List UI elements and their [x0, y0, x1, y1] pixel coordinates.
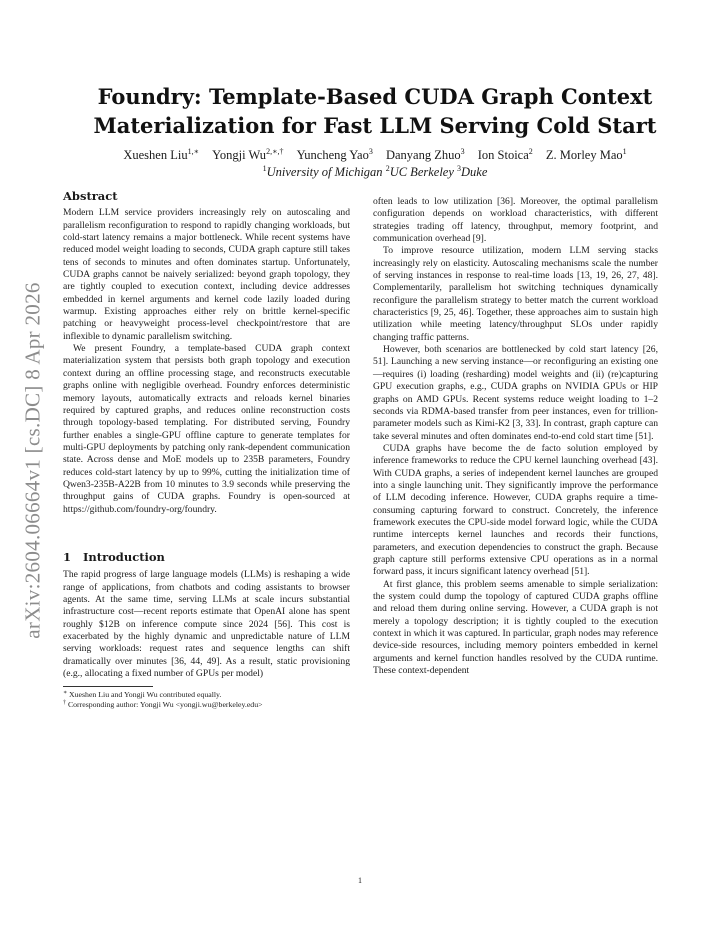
body-paragraph: At first glance, this problem seems amenable to simple serialization: the system could dump the topology of captured CUDA graphs offline and reload them during online serving. However, a CUDA graph is not merely a topology description; it is tightly coupled to the execution context in which it was captured. In particular, graph nodes may reference device-side resources, including memory pointers embedded in kernel arguments and kernel function handles resolved by the CUDA runtime. These context-dependent	[373, 578, 658, 677]
abstract-heading: Abstract	[63, 189, 118, 203]
title-line-1: Foundry: Template-Based CUDA Graph Context	[97, 84, 653, 109]
body-paragraph: often leads to low utilization [36]. Moreover, the optimal parallelism configuration depends on workload characteristics, with different strategies trading off latency, throughput, memory footprint, and communication overhead [9].	[373, 196, 658, 245]
paper-title	[60, 82, 690, 140]
footnote: † Corresponding author: Yongji Wu <yongji.wu@berkeley.edu>	[63, 700, 263, 710]
body-paragraph: However, both scenarios are bottlenecked by cold start latency [26, 51]. Launching a new serving instance—or reconfiguring an existing one—requires (i) loading (resharding) model weights and (ii) (re)capturing GPU execution graphs, e.g., CUDA graphs on NVIDIA GPUs or HIP graphs on AMD GPUs. Recent systems reduce weight loading to 1–2 seconds via RDMA-based transfer from peer instances, even for trillion-parameter models such as Kimi-K2 [3, 33]. In contrast, graph capture can take several minutes and often dominates end-to-end cold start time [51].	[373, 344, 658, 442]
author: Ion Stoica$^2$	[477, 147, 533, 162]
arxiv-identifier: arXiv:2604.06664v1 [cs.DC] 8 Apr 2026	[20, 281, 45, 639]
body-paragraph: CUDA graphs have become the de facto solution employed by inference frameworks to reduce the CPU kernel launching overhead [43]. With CUDA graphs, a series of independent kernel launches are grouped into a single launching unit. They significantly improve the performance of LLM decoding inference. However, CUDA graphs require a time-consuming capturing forward to construct. Concretely, the inference framework executes the CPU-side model forward logic, while the CUDA runtime intercepts kernel launches and records their functions, parameters, and execution dependencies to construct the graph. Because graph capture still performs extensive CPU operations as in a normal forward pass, it incurs significant latency overhead [51].	[373, 442, 658, 578]
author: Yongji $Wu^{2,∗,\dagger}$	[212, 147, 284, 162]
author: Yuncheng Yao$^3$	[296, 147, 373, 162]
body-paragraph: The rapid progress of large language models (LLMs) is reshaping a wide range of applications, from chatbots and coding assistants to browser agents. At the same time, serving LLMs at scale incurs substantial infrastructure cost—recent reports estimate that OpenAI alone has spent roughly $12B on inference compute since 2024 [56]. This cost is exacerbated by the highly dynamic and unpredictable nature of LLM serving workloads: request rates and sequence lengths can shift dramatically over minutes [36, 44, 49]. As a result, static provisioning (e.g., allocating a fixed number of GPUs per model)	[63, 569, 350, 680]
author-list	[60, 147, 690, 163]
abstract-paragraph: Modern LLM service providers increasingly rely on autoscaling and parallelism reconfiguration to respond to rapidly changing workloads, but cold-start latency remains a major bottleneck. While recent systems have reduced model weight loading to seconds, CUDA graph capture still takes tens of seconds to minutes and often dominates startup. Unfortunately, CUDA graphs cannot be naively serialized: beyond graph topology, they are tightly coupled to execution context, including device addresses embedded in kernel arguments and kernel code lazily loaded during warmup. Existing approaches either rely on brittle kernel-specific patching or heavyweight process-level checkpoint/restore that are inflexible to dynamic parallelism switching.	[63, 207, 350, 342]
left-column	[63, 190, 350, 710]
affiliations: $^1$University of Michigan $^2$UC Berkeley $^3$Duke	[262, 164, 488, 179]
author: Z. Morley Mao$^1$	[545, 147, 627, 162]
right-column	[373, 196, 658, 677]
title-line-2: Materialization for Fast LLM Serving Cold Start	[93, 113, 657, 138]
author: Xueshen Liu$^{1,∗}$	[123, 147, 200, 162]
body-paragraph: To improve resource utilization, modern LLM serving stacks increasingly rely on elasticity. Autoscaling mechanisms scale the number of serving instances in response to real-time loads [13, 19, 26, 27, 48]. Complementarily, parallelism hot switching techniques dynamically reconfigure the parallelism strategy to better match the current workload characteristics [9, 25, 46]. Together, these approaches aim to sustain high utilization while meeting latency/throughput SLOs under rapidly changing traffic patterns.	[373, 245, 658, 343]
footnote: ∗ Xueshen Liu and Yongji Wu contributed equally.	[63, 690, 222, 700]
section-heading: 1 Introduction	[63, 549, 165, 564]
page-number: 1	[358, 876, 362, 885]
abstract-paragraph: We present Foundry, a template-based CUDA graph context materialization system that persists both graph topology and execution context during an offline processing stage, and reconstructs executable graphs online with negligible overhead. Foundry enforces deterministic memory layouts, automatically extracts and reloads kernel binaries required by captured graphs, and reduces online reconstruction costs through topology-based templating. For distributed serving, Foundry further enables a single-GPU offline capture to generate templates for multi-GPU deployments by patching only rank-dependent communication state. Across dense and MoE models up to 235B parameters, Foundry reduces cold-start latency by up to 99%, cutting the initialization time of Qwen3-235B-A22B from 10 minutes to 3.9 seconds while preserving the throughput gains of CUDA graphs. Foundry is open-sourced at https://github.com/foundry-org/foundry.	[63, 343, 350, 515]
footnote-rule	[63, 686, 153, 687]
author: Danyang Zhuo$^3$	[385, 147, 465, 162]
